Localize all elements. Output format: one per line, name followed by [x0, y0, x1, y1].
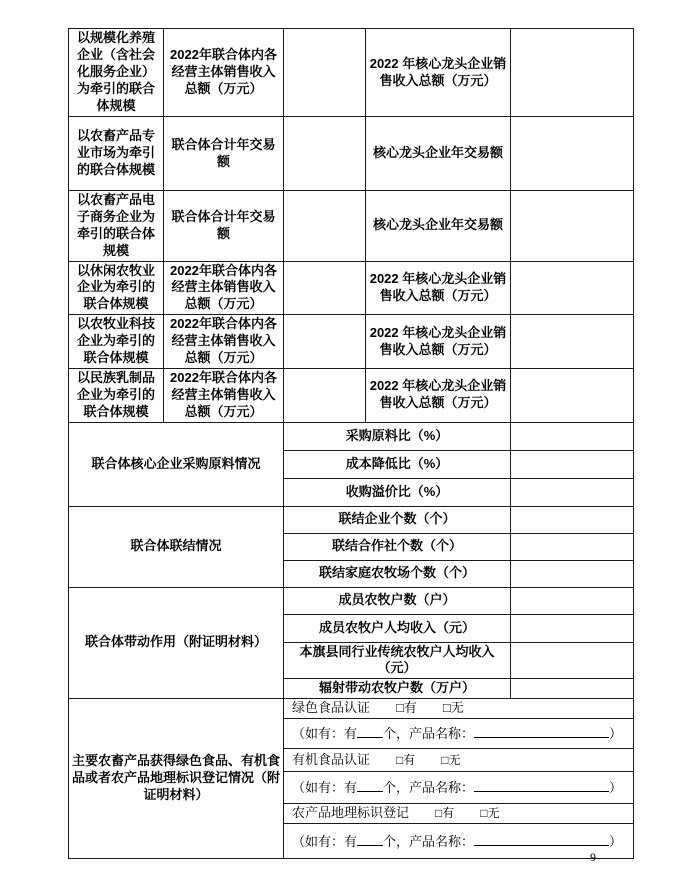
- table-row: [69, 261, 634, 315]
- sub-metric-cell: 成本降低比（%）: [284, 450, 511, 478]
- value-cell: [511, 478, 634, 506]
- fill-blank-count: [357, 832, 383, 846]
- fill-blank-name: [474, 778, 609, 792]
- section-label-driving: 联合体带动作用（附证明材料）: [69, 587, 284, 699]
- value-cell: [511, 422, 634, 450]
- table-row: [69, 117, 634, 191]
- sub-metric-cell: 成员农牧户人均收入（元）: [284, 614, 511, 642]
- cert-item-row: [284, 699, 634, 719]
- value-cell: [511, 506, 634, 533]
- value-cell: [511, 587, 634, 614]
- fill-blank-name: [474, 724, 609, 738]
- table-row: [69, 422, 634, 450]
- core-value-cell: [511, 368, 634, 422]
- table-row: [69, 29, 634, 117]
- core-metric-cell: 核心龙头企业年交易额: [366, 191, 511, 262]
- union-metric-cell: 2022年联合体内各经营主体销售收入总额（万元）: [164, 315, 284, 369]
- section-label-certification: 主要农畜产品获得绿色食品、有机食品或者农产品地理标识登记情况（附证明材料）: [69, 699, 284, 859]
- union-value-cell: [284, 29, 366, 117]
- detail-suffix: ）: [609, 726, 623, 742]
- value-cell: [511, 642, 634, 679]
- sub-metric-cell: 联结合作社个数（个）: [284, 533, 511, 560]
- core-value-cell: [511, 315, 634, 369]
- sub-metric-cell: 联结家庭农牧场个数（个）: [284, 560, 511, 587]
- union-value-cell: [284, 191, 366, 262]
- value-cell: [511, 450, 634, 478]
- sub-metric-cell: 收购溢价比（%）: [284, 478, 511, 506]
- union-value-cell: [284, 117, 366, 191]
- checkbox-no[interactable]: □无: [480, 806, 500, 821]
- sub-metric-cell: 本旗县同行业传统农牧户人均收入（元）: [284, 642, 511, 679]
- core-metric-cell: 2022 年核心龙头企业销售收入总额（万元）: [366, 29, 511, 117]
- table-row: [69, 315, 634, 369]
- fill-blank-count: [357, 724, 383, 738]
- core-metric-cell: 2022 年核心龙头企业销售收入总额（万元）: [366, 315, 511, 369]
- core-metric-cell: 核心龙头企业年交易额: [366, 117, 511, 191]
- detail-mid: 个，产品名称：: [383, 780, 475, 796]
- sub-metric-cell: 联结企业个数（个）: [284, 506, 511, 533]
- category-cell: 以农畜产品电子商务企业为牵引的联合体规模: [69, 191, 164, 262]
- fill-blank-name: [474, 832, 609, 846]
- cert-title: 有机食品认证: [292, 751, 371, 767]
- cert-detail-row: [284, 719, 634, 749]
- detail-prefix: （如有：有: [292, 780, 358, 796]
- value-cell: [511, 533, 634, 560]
- union-value-cell: [284, 261, 366, 315]
- value-cell: [511, 679, 634, 699]
- category-cell: 以休闲农牧业企业为牵引的联合体规模: [69, 261, 164, 315]
- core-value-cell: [511, 29, 634, 117]
- sub-metric-cell: 成员农牧户数（户）: [284, 587, 511, 614]
- sub-metric-cell: 辐射带动农牧户数（万户）: [284, 679, 511, 699]
- cert-item-row: [284, 749, 634, 772]
- detail-prefix: （如有：有: [292, 833, 358, 849]
- category-cell: 以农畜产品专业市场为牵引的联合体规模: [69, 117, 164, 191]
- table-row: [69, 191, 634, 262]
- table-row: [69, 368, 634, 422]
- detail-mid: 个，产品名称：: [383, 833, 475, 849]
- core-metric-cell: 2022 年核心龙头企业销售收入总额（万元）: [366, 261, 511, 315]
- detail-suffix: ）: [609, 833, 623, 849]
- checkbox-no[interactable]: □无: [441, 752, 461, 767]
- category-cell: 以民族乳制品企业为牵引的联合体规模: [69, 368, 164, 422]
- fill-blank-count: [357, 778, 383, 792]
- cert-detail-row: [284, 824, 634, 859]
- core-metric-cell: 2022 年核心龙头企业销售收入总额（万元）: [366, 368, 511, 422]
- union-value-cell: [284, 368, 366, 422]
- section-label-linkage: 联合体联结情况: [69, 506, 284, 587]
- page-number: 9: [590, 850, 596, 864]
- core-value-cell: [511, 191, 634, 262]
- checkbox-yes[interactable]: □有: [396, 700, 417, 716]
- form-table: [68, 28, 634, 859]
- cert-detail-row: [284, 772, 634, 804]
- core-value-cell: [511, 261, 634, 315]
- checkbox-yes[interactable]: □有: [396, 752, 416, 767]
- detail-suffix: ）: [609, 780, 623, 796]
- table-row: [69, 587, 634, 614]
- checkbox-yes[interactable]: □有: [435, 806, 455, 821]
- value-cell: [511, 560, 634, 587]
- union-metric-cell: 2022年联合体内各经营主体销售收入总额（万元）: [164, 261, 284, 315]
- core-value-cell: [511, 117, 634, 191]
- checkbox-no[interactable]: □无: [442, 700, 464, 716]
- cert-title: 绿色食品认证: [292, 700, 371, 716]
- union-value-cell: [284, 315, 366, 369]
- category-cell: 以规模化养殖企业（含社会化服务企业）为牵引的联合体规模: [69, 29, 164, 117]
- table-row: [69, 506, 634, 533]
- cert-item-row: [284, 804, 634, 824]
- category-cell: 以农牧业科技企业为牵引的联合体规模: [69, 315, 164, 369]
- sub-metric-cell: 采购原料比（%）: [284, 422, 511, 450]
- union-metric-cell: 联合体合计年交易额: [164, 117, 284, 191]
- cert-title: 农产品地理标识登记: [292, 805, 410, 821]
- value-cell: [511, 614, 634, 642]
- detail-mid: 个，产品名称：: [383, 726, 475, 742]
- union-metric-cell: 联合体合计年交易额: [164, 191, 284, 262]
- detail-prefix: （如有：有: [292, 726, 358, 742]
- union-metric-cell: 2022年联合体内各经营主体销售收入总额（万元）: [164, 29, 284, 117]
- section-label-procurement: 联合体核心企业采购原料情况: [69, 422, 284, 506]
- union-metric-cell: 2022年联合体内各经营主体销售收入总额（万元）: [164, 368, 284, 422]
- table-row: [69, 699, 634, 719]
